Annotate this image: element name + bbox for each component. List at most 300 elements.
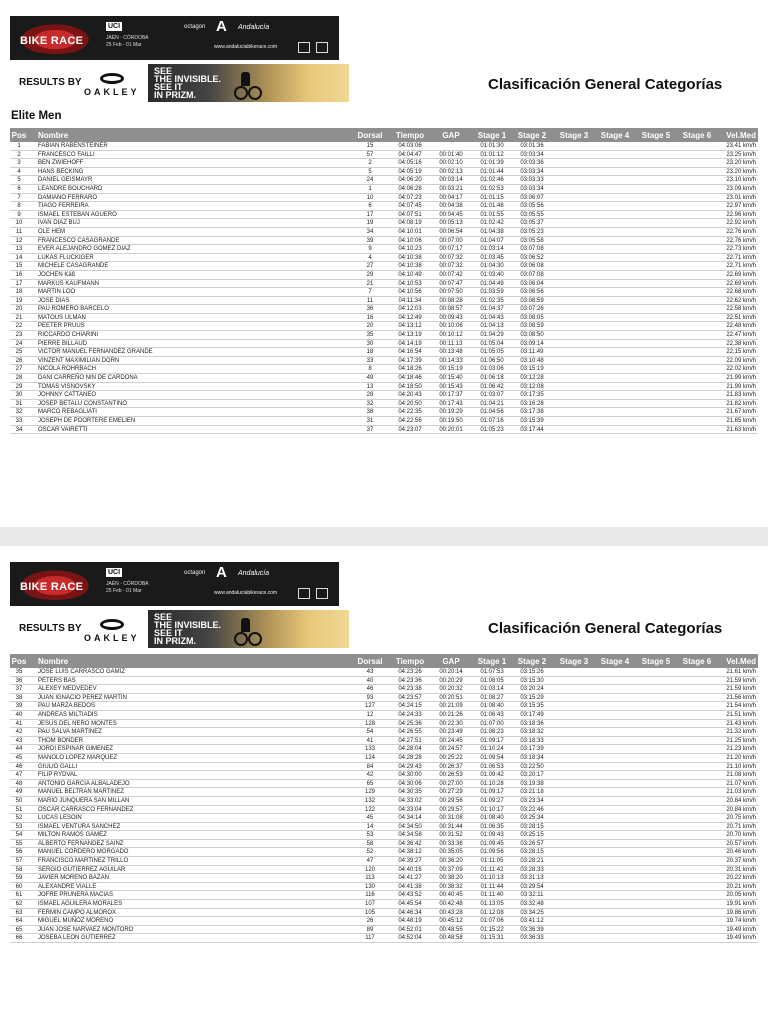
row-stage2: 03:15:39 bbox=[520, 418, 544, 424]
row-rider-name: FABIAN RABENSTEINER bbox=[38, 143, 108, 149]
table-row bbox=[10, 737, 758, 746]
row-gap: 00:15:19 bbox=[439, 366, 463, 373]
event-logo: BIKE RACE bbox=[16, 568, 94, 600]
row-avg-speed: 21.83 km/h bbox=[726, 392, 756, 399]
table-row bbox=[10, 417, 758, 426]
table-row bbox=[10, 159, 758, 168]
sponsor-octagon: octagon bbox=[184, 570, 206, 576]
row-avg-speed: 20.70 km/h bbox=[726, 832, 756, 839]
table-row bbox=[10, 357, 758, 366]
row-rider-name: PAU MARZA BEDOS bbox=[38, 703, 95, 710]
row-rider-name: MICHELE CASAGRANDE bbox=[38, 263, 109, 270]
table-row bbox=[10, 806, 758, 815]
row-stage2: 03:26:57 bbox=[520, 840, 544, 847]
row-rider-name: JOSE DIAS bbox=[38, 297, 70, 304]
row-avg-speed: 23.09 km/h bbox=[726, 185, 756, 192]
row-gap: 00:22:30 bbox=[439, 720, 463, 727]
sponsor-icon bbox=[298, 588, 310, 599]
row-total-time: 04:45:54 bbox=[398, 901, 422, 908]
table-row bbox=[10, 383, 758, 392]
row-rider-name: DANIEL GEISMAYR bbox=[38, 177, 93, 184]
row-stage1: 01:07:06 bbox=[480, 918, 504, 925]
row-gap: 00:11:13 bbox=[439, 340, 463, 347]
table-row bbox=[10, 237, 758, 246]
row-gap: 00:43:28 bbox=[439, 909, 463, 916]
row-avg-speed: 22.96 km/h bbox=[726, 211, 756, 218]
row-avg-speed: 21.10 km/h bbox=[726, 763, 756, 770]
table-row bbox=[10, 194, 758, 203]
row-position: 47 bbox=[15, 772, 23, 779]
row-gap: 00:36:20 bbox=[439, 858, 463, 865]
row-stage2: 03:19:38 bbox=[520, 780, 544, 787]
row-total-time: 04:41:38 bbox=[398, 883, 422, 890]
row-total-time: 04:46:34 bbox=[398, 909, 422, 916]
row-total-time: 04:34:14 bbox=[398, 815, 422, 822]
row-stage2: 03:03:34 bbox=[520, 168, 544, 175]
row-stage1: 01:09:17 bbox=[480, 789, 504, 796]
row-avg-speed: 20.05 km/h bbox=[726, 892, 756, 899]
row-stage1: 01:04:13 bbox=[480, 323, 504, 330]
row-rider-name: PEETER PRUUS bbox=[38, 323, 85, 330]
row-bib: 11 bbox=[366, 297, 374, 304]
row-stage2: 03:03:34 bbox=[520, 185, 544, 192]
row-total-time: 04:34:50 bbox=[398, 823, 422, 830]
row-avg-speed: 20.75 km/h bbox=[726, 815, 756, 822]
row-position: 25 bbox=[15, 349, 23, 356]
table-row bbox=[10, 348, 758, 357]
table-row bbox=[10, 848, 758, 857]
results-table-1 bbox=[10, 128, 758, 434]
row-total-time: 04:07:51 bbox=[398, 211, 422, 218]
row-bib: 16 bbox=[366, 314, 374, 321]
row-stage1: 01:01:39 bbox=[480, 160, 504, 167]
row-position: 65 bbox=[15, 926, 23, 933]
row-bib: 30 bbox=[366, 340, 374, 347]
row-bib: 45 bbox=[366, 815, 374, 822]
row-stage1: 01:09:17 bbox=[480, 737, 504, 744]
row-bib: 21 bbox=[366, 280, 374, 287]
row-position: 37 bbox=[15, 686, 23, 693]
row-bib: 41 bbox=[366, 737, 374, 744]
row-stage2: 03:05:55 bbox=[520, 211, 544, 218]
row-bib: 8 bbox=[368, 366, 372, 373]
row-rider-name: OLE HEM bbox=[38, 228, 66, 235]
table-row bbox=[10, 883, 758, 892]
row-avg-speed: 22.09 km/h bbox=[726, 357, 756, 364]
row-position: 34 bbox=[15, 426, 23, 433]
row-bib: 33 bbox=[366, 357, 374, 364]
row-bib: 10 bbox=[366, 194, 374, 201]
row-total-time: 04:20:43 bbox=[398, 392, 422, 399]
row-rider-name: ANTONIO GARCIA ALBALADEJO bbox=[38, 780, 130, 787]
row-rider-name: JOSEBA LEON GUTIERREZ bbox=[38, 935, 116, 942]
table-row bbox=[10, 297, 758, 306]
row-bib: 34 bbox=[366, 228, 374, 235]
row-position: 20 bbox=[15, 306, 23, 313]
row-gap: 00:07:32 bbox=[439, 263, 463, 270]
row-stage1: 01:11:40 bbox=[480, 892, 504, 899]
row-avg-speed: 22.58 km/h bbox=[726, 306, 756, 313]
row-position: 49 bbox=[15, 789, 23, 796]
row-gap: 00:07:17 bbox=[439, 246, 463, 253]
row-position: 16 bbox=[15, 271, 23, 278]
row-rider-name: JAVIER MORENO BAZAN bbox=[38, 875, 109, 882]
row-position: 15 bbox=[15, 263, 23, 270]
row-rider-name: FRANCESCO FAILLI bbox=[38, 151, 95, 158]
row-total-time: 04:16:54 bbox=[398, 349, 422, 356]
row-gap: 00:14:33 bbox=[439, 357, 463, 364]
row-gap: 00:04:17 bbox=[439, 194, 463, 201]
row-avg-speed: 23.01 km/h bbox=[726, 194, 756, 201]
row-stage2: 03:11:49 bbox=[520, 349, 544, 356]
row-position: 66 bbox=[15, 935, 23, 942]
row-gap: 00:31:52 bbox=[439, 832, 463, 839]
table-row bbox=[10, 840, 758, 849]
results-by-banner bbox=[10, 610, 339, 648]
row-total-time: 04:39:27 bbox=[398, 858, 422, 865]
row-bib: 124 bbox=[364, 754, 375, 761]
row-bib: 132 bbox=[364, 797, 375, 804]
table-row bbox=[10, 254, 758, 263]
row-gap: 00:31:08 bbox=[439, 815, 463, 822]
row-gap: 00:17:37 bbox=[439, 392, 463, 399]
row-total-time: 04:30:06 bbox=[398, 780, 422, 787]
row-position: 5 bbox=[17, 177, 21, 184]
row-position: 58 bbox=[15, 866, 23, 873]
row-stage2: 03:07:26 bbox=[520, 306, 544, 313]
row-gap: 00:15:40 bbox=[439, 375, 463, 382]
row-position: 36 bbox=[15, 677, 23, 684]
row-rider-name: LUKAS FLUCKIGER bbox=[38, 254, 94, 261]
row-stage2: 03:08:50 bbox=[520, 332, 544, 339]
row-bib: 52 bbox=[366, 849, 374, 856]
sponsor-a-logo: A bbox=[216, 18, 227, 35]
row-total-time: 04:05:16 bbox=[398, 160, 422, 167]
row-gap: 00:09:43 bbox=[439, 314, 463, 321]
row-total-time: 04:13:12 bbox=[398, 323, 422, 330]
row-avg-speed: 22.69 km/h bbox=[726, 280, 756, 287]
table-row bbox=[10, 305, 758, 314]
row-gap: 00:07:42 bbox=[439, 271, 463, 278]
row-bib: 14 bbox=[366, 823, 374, 830]
row-stage1: 01:10:28 bbox=[480, 780, 504, 787]
table-row bbox=[10, 202, 758, 211]
row-gap: 00:42:48 bbox=[439, 901, 463, 908]
row-avg-speed: 22.62 km/h bbox=[726, 297, 756, 304]
row-position: 3 bbox=[17, 160, 21, 167]
row-stage2: 03:22:46 bbox=[520, 806, 544, 813]
row-rider-name: ALEXEY MEDVEDEV bbox=[38, 686, 97, 693]
row-position: 8 bbox=[17, 203, 21, 210]
row-bib: 1 bbox=[368, 185, 372, 192]
row-total-time: 04:10:53 bbox=[398, 280, 422, 287]
row-total-time: 04:30:35 bbox=[398, 789, 422, 796]
row-stage2: 03:22:50 bbox=[520, 763, 544, 770]
row-gap: 00:03:21 bbox=[439, 185, 463, 192]
row-bib: 17 bbox=[366, 211, 374, 218]
row-total-time: 04:04:47 bbox=[398, 151, 422, 158]
row-position: 54 bbox=[15, 832, 23, 839]
table-row bbox=[10, 780, 758, 789]
row-total-time: 04:43:52 bbox=[398, 892, 422, 899]
row-position: 35 bbox=[15, 669, 23, 675]
row-stage2: 03:17:39 bbox=[520, 746, 544, 753]
row-gap: 00:27:00 bbox=[439, 780, 463, 787]
row-position: 6 bbox=[17, 185, 21, 192]
row-stage1: 01:02:46 bbox=[480, 177, 504, 184]
row-stage1: 01:03:59 bbox=[480, 289, 504, 296]
table-row bbox=[10, 866, 758, 875]
row-position: 4 bbox=[17, 168, 21, 175]
row-avg-speed: 20.84 km/h bbox=[726, 797, 756, 804]
row-total-time: 04:29:43 bbox=[398, 763, 422, 770]
row-stage2: 03:28:15 bbox=[520, 823, 544, 830]
table-row bbox=[10, 900, 758, 909]
row-stage2: 03:18:32 bbox=[520, 729, 544, 736]
row-stage2: 03:06:56 bbox=[520, 289, 544, 296]
row-avg-speed: 22.97 km/h bbox=[726, 203, 756, 210]
row-position: 22 bbox=[15, 323, 23, 330]
row-avg-speed: 21.56 km/h bbox=[726, 694, 756, 701]
row-stage1: 01:04:56 bbox=[480, 409, 504, 416]
row-avg-speed: 19.49 km/h bbox=[726, 935, 756, 942]
row-bib: 57 bbox=[366, 151, 374, 158]
row-bib: 9 bbox=[368, 246, 372, 253]
row-total-time: 04:28:28 bbox=[398, 754, 422, 761]
row-rider-name: JOCHEN Käß bbox=[38, 271, 76, 278]
row-stage2: 03:15:26 bbox=[520, 669, 544, 675]
row-position: 17 bbox=[15, 280, 23, 287]
row-gap: 00:40:45 bbox=[439, 892, 463, 899]
row-avg-speed: 23.20 km/h bbox=[726, 160, 756, 167]
row-avg-speed: 22.71 km/h bbox=[726, 254, 756, 261]
row-bib: 53 bbox=[366, 832, 374, 839]
row-rider-name: MARTIN LOO bbox=[38, 289, 76, 296]
row-rider-name: GIULIO GALLI bbox=[38, 763, 78, 770]
row-bib: 122 bbox=[364, 806, 375, 813]
row-bib: 93 bbox=[366, 694, 374, 701]
row-total-time: 04:36:42 bbox=[398, 840, 422, 847]
row-bib: 20 bbox=[366, 323, 374, 330]
row-avg-speed: 22.47 km/h bbox=[726, 332, 756, 339]
cyclist-icon bbox=[234, 72, 260, 98]
row-bib: 65 bbox=[366, 780, 374, 787]
row-position: 33 bbox=[15, 418, 23, 424]
table-row bbox=[10, 754, 758, 763]
row-stage2: 03:18:33 bbox=[520, 737, 544, 744]
row-rider-name: ISMAEL AGUILERA MORALES bbox=[38, 901, 123, 908]
row-gap: 00:08:57 bbox=[439, 306, 463, 313]
row-rider-name: FRANCISCO MARTINEZ TRILLO bbox=[38, 858, 129, 865]
row-position: 42 bbox=[15, 729, 23, 736]
table-row bbox=[10, 228, 758, 237]
row-gap: 00:20:32 bbox=[439, 686, 463, 693]
row-gap: 00:38:32 bbox=[439, 883, 463, 890]
row-stage1: 01:07:00 bbox=[480, 720, 504, 727]
row-rider-name: MANUEL CORDERO MORGADO bbox=[38, 849, 129, 856]
row-gap: 00:19:50 bbox=[439, 418, 463, 424]
row-avg-speed: 19.74 km/h bbox=[726, 918, 756, 925]
row-bib: 47 bbox=[366, 858, 374, 865]
row-position: 27 bbox=[15, 366, 23, 373]
row-stage2: 03:28:15 bbox=[520, 849, 544, 856]
row-gap: 00:08:28 bbox=[439, 297, 463, 304]
prizm-ad: SEE THE INVISIBLE. SEE IT IN PRIZM. bbox=[148, 610, 349, 648]
row-bib: 130 bbox=[364, 883, 375, 890]
row-bib: 127 bbox=[364, 703, 375, 710]
row-stage1: 01:01:15 bbox=[480, 194, 504, 201]
sponsor-a-logo: A bbox=[216, 564, 227, 581]
table-row bbox=[10, 926, 758, 935]
row-total-time: 04:10:38 bbox=[398, 263, 422, 270]
row-total-time: 04:11:34 bbox=[398, 297, 422, 304]
row-position: 7 bbox=[17, 194, 21, 201]
row-bib: 28 bbox=[366, 392, 374, 399]
row-avg-speed: 22.92 km/h bbox=[726, 220, 756, 227]
row-position: 14 bbox=[15, 254, 23, 261]
row-stage1: 01:09:27 bbox=[480, 797, 504, 804]
row-avg-speed: 20.46 km/h bbox=[726, 849, 756, 856]
row-avg-speed: 19.86 km/h bbox=[726, 909, 756, 916]
sponsor-andalucia: Andalucía bbox=[238, 24, 270, 31]
row-stage1: 01:01:55 bbox=[480, 211, 504, 218]
row-stage1: 01:07:16 bbox=[480, 418, 504, 424]
table-body bbox=[10, 668, 758, 943]
table-row bbox=[10, 720, 758, 729]
table-row bbox=[10, 176, 758, 185]
row-stage1: 01:06:35 bbox=[480, 823, 504, 830]
row-stage2: 03:17:49 bbox=[520, 711, 544, 718]
row-stage1: 01:11:05 bbox=[480, 858, 504, 865]
results-page-2 bbox=[0, 546, 768, 1024]
row-stage2: 03:15:30 bbox=[520, 677, 544, 684]
row-total-time: 04:23:07 bbox=[398, 426, 422, 433]
row-rider-name: OSCAR VAIRETTI bbox=[38, 426, 88, 433]
row-bib: 105 bbox=[364, 909, 375, 916]
row-stage2: 03:15:19 bbox=[520, 366, 544, 373]
row-stage1: 01:06:50 bbox=[480, 357, 504, 364]
row-avg-speed: 19.91 km/h bbox=[726, 901, 756, 908]
row-avg-speed: 21.65 km/h bbox=[726, 418, 756, 424]
row-gap: 00:20:51 bbox=[439, 694, 463, 701]
row-total-time: 04:10:38 bbox=[398, 254, 422, 261]
row-stage1: 01:06:18 bbox=[480, 375, 504, 382]
row-stage2: 03:32:48 bbox=[520, 901, 544, 908]
row-stage1: 01:01:12 bbox=[480, 151, 504, 158]
event-banner bbox=[10, 16, 339, 60]
row-position: 48 bbox=[15, 780, 23, 787]
row-rider-name: JOSEPH DE POORTERE EMELIEN bbox=[38, 418, 136, 424]
event-location: JAÉN · CÓRDOBA 25 Feb - 01 Mar bbox=[106, 35, 149, 48]
row-gap: 00:13:48 bbox=[439, 349, 463, 356]
row-stage1: 01:05:05 bbox=[480, 349, 504, 356]
row-stage1: 01:04:38 bbox=[480, 228, 504, 235]
row-stage1: 01:04:30 bbox=[480, 263, 504, 270]
row-total-time: 04:41:27 bbox=[398, 875, 422, 882]
row-rider-name: VINZENT MAXIMILIAN DORN bbox=[38, 357, 120, 364]
row-stage1: 01:03:14 bbox=[480, 686, 504, 693]
row-bib: 117 bbox=[365, 935, 375, 942]
event-location: JAÉN · CÓRDOBA 25 Feb - 01 Mar bbox=[106, 581, 149, 594]
row-gap: 00:29:56 bbox=[439, 797, 463, 804]
row-avg-speed: 21.03 km/h bbox=[726, 789, 756, 796]
row-bib: 18 bbox=[366, 349, 374, 356]
row-stage2: 03:31:13 bbox=[520, 875, 544, 882]
row-rider-name: ANDREAS MILTIADIS bbox=[38, 711, 98, 718]
row-stage1: 01:10:24 bbox=[480, 746, 504, 753]
event-url: www.andaluciabikerace.com bbox=[214, 590, 278, 596]
row-bib: 107 bbox=[364, 901, 375, 908]
row-gap: 00:19:29 bbox=[439, 409, 463, 416]
row-stage1: 01:12:08 bbox=[480, 909, 504, 916]
row-bib: 54 bbox=[366, 729, 374, 736]
row-rider-name: HANS BECKING bbox=[38, 168, 84, 175]
row-gap: 00:20:14 bbox=[439, 669, 463, 675]
row-stage1: 01:03:07 bbox=[480, 392, 504, 399]
row-avg-speed: 20.37 km/h bbox=[726, 858, 756, 865]
row-rider-name: MARIO JUNQUERA SAN MILLAN bbox=[38, 797, 130, 804]
row-position: 63 bbox=[15, 909, 23, 916]
row-stage2: 03:23:34 bbox=[520, 797, 544, 804]
row-position: 19 bbox=[15, 297, 23, 304]
table-row bbox=[10, 151, 758, 160]
row-avg-speed: 22.68 km/h bbox=[726, 289, 756, 296]
table-row bbox=[10, 823, 758, 832]
row-avg-speed: 22.02 km/h bbox=[726, 366, 756, 373]
row-stage1: 01:03:40 bbox=[480, 271, 504, 278]
row-total-time: 04:17:39 bbox=[398, 357, 422, 364]
row-bib: 120 bbox=[364, 866, 375, 873]
table-row bbox=[10, 702, 758, 711]
row-rider-name: PAU ROMERO BARCELO bbox=[38, 306, 109, 313]
row-bib: 35 bbox=[366, 332, 374, 339]
table-row bbox=[10, 788, 758, 797]
results-by-banner bbox=[10, 64, 339, 102]
row-position: 38 bbox=[15, 694, 23, 701]
results-by-label: RESULTS BY bbox=[19, 623, 82, 634]
row-position: 31 bbox=[15, 400, 23, 407]
table-row bbox=[10, 797, 758, 806]
row-stage2: 03:06:52 bbox=[520, 254, 544, 261]
row-total-time: 04:05:19 bbox=[398, 168, 422, 175]
row-total-time: 04:33:04 bbox=[398, 806, 422, 813]
row-stage1: 01:09:43 bbox=[480, 832, 504, 839]
row-rider-name: NICOLA ROHRBACH bbox=[38, 366, 97, 373]
row-avg-speed: 20.84 km/h bbox=[726, 806, 756, 813]
row-position: 1 bbox=[17, 143, 21, 149]
row-rider-name: TIAGO FERREIRA bbox=[38, 203, 89, 210]
row-avg-speed: 21.08 km/h bbox=[726, 772, 756, 779]
row-position: 24 bbox=[15, 340, 23, 347]
table-row bbox=[10, 685, 758, 694]
row-total-time: 04:07:23 bbox=[398, 194, 422, 201]
oakley-logo: OAKLEY bbox=[84, 619, 142, 643]
row-bib: 58 bbox=[366, 840, 374, 847]
row-avg-speed: 20.22 km/h bbox=[726, 875, 756, 882]
row-total-time: 04:23:36 bbox=[398, 677, 422, 684]
row-gap: 00:10:06 bbox=[439, 323, 463, 330]
table-row bbox=[10, 288, 758, 297]
row-gap: 00:38:20 bbox=[439, 875, 463, 882]
row-stage2: 03:16:28 bbox=[520, 400, 544, 407]
row-gap: 00:07:47 bbox=[439, 280, 463, 287]
row-bib: 27 bbox=[366, 263, 374, 270]
row-avg-speed: 21.59 km/h bbox=[726, 686, 756, 693]
row-stage1: 01:04:43 bbox=[480, 314, 504, 321]
row-rider-name: ALEXANDRE VIALLE bbox=[38, 883, 97, 890]
row-rider-name: JESUS DEL NERO MONTES bbox=[38, 720, 117, 727]
row-bib: 26 bbox=[366, 918, 374, 925]
